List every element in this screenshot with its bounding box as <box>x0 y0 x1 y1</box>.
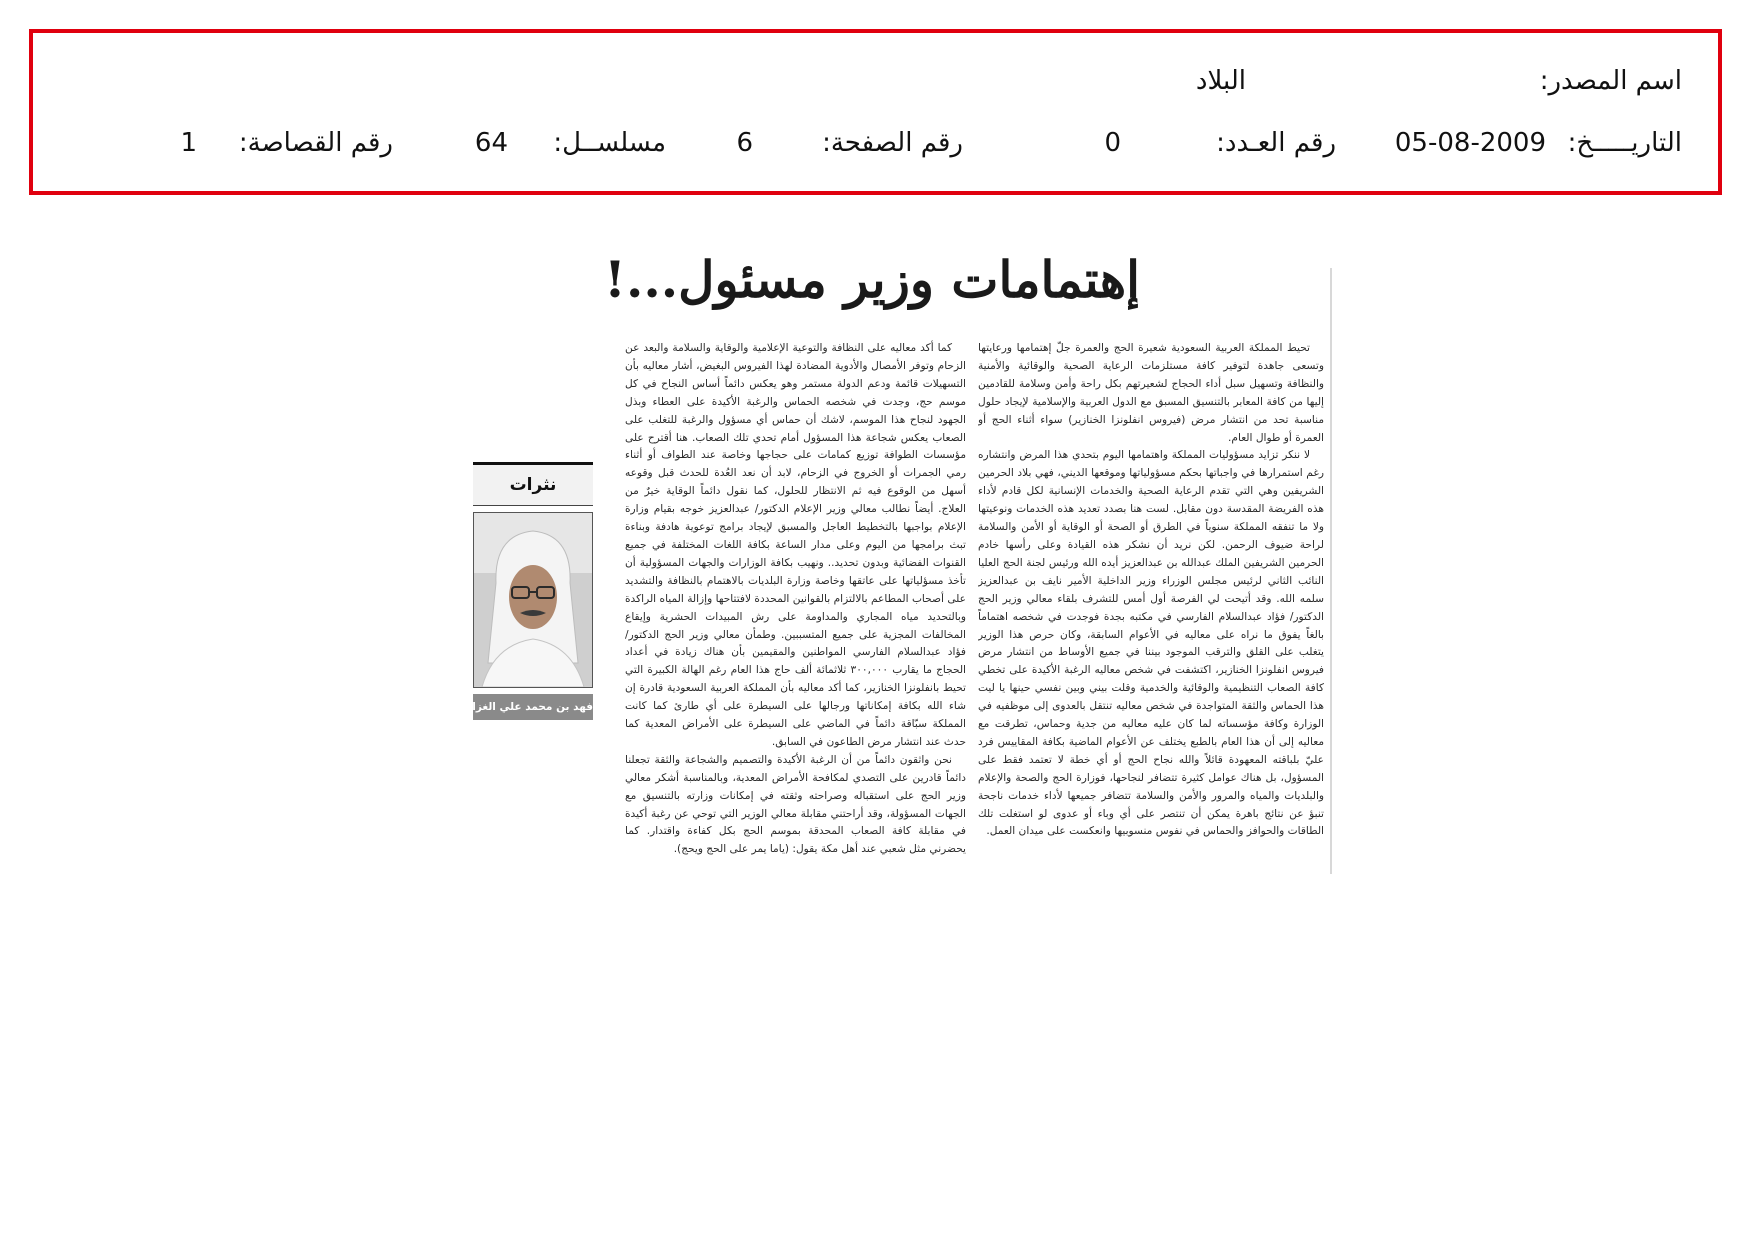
columnist-box <box>456 462 593 720</box>
metadata-box <box>29 29 1722 195</box>
clip-value: 1 <box>180 128 197 158</box>
author-name: فهد بن محمد علي الغزاوي <box>473 694 593 720</box>
clip-label: رقم القصاصة: <box>238 128 393 158</box>
issue-value: 0 <box>1104 128 1121 158</box>
author-photo <box>473 512 593 688</box>
date-label: التاريـــــخ: <box>1567 128 1682 158</box>
serial-value: 64 <box>474 128 508 158</box>
author-portrait-icon <box>474 513 592 687</box>
column-divider <box>1330 268 1332 874</box>
source-value: البلاد <box>1195 66 1246 96</box>
metadata-row-details <box>33 123 1718 163</box>
article-column-right <box>978 340 1324 860</box>
article-paragraph: كما أكد معاليه على النظافة والتوعية الإعلامية والوقاية والسلامة والبعد عن الزحام وتوفر الأمصال والأدوية المضادة لهذا الفيروس البغيض، أشار معاليه بأن التسهيلات قائمة ودعم الدولة مستمر وهو يعكس دائماً أساس النجاح في كل موسم حج، وجدت في شخصه الحماس والرغبة الأكيدة على العطاء وبذل الجهود لنجاح هذا الموسم، لاشك أن حماس أي مسؤول والرغبة للتغلب على الصعاب يعكس شجاعة هذا المسؤول أمام تحدي تلك الصعاب. هنا أقترح على مؤسسات الطوافة توزيع كمامات على حجاجها وخاصة عند الطواف أو أثناء رمي الجمرات أو الخروج في الزحام، لابد أن نعد العُدة للحدث قبل وقوعه أسهل من الوقوع فيه ثم الانتظار للحلول، كما نقول دائماً الوقاية خيرٌ من العلاج. أيضاً نطالب معالي وزير الإعلام الدكتور/ عبدالعزيز خوجه بقيام وزارة الإعلام بواجبها بالتخطيط العاجل والمسبق لإيجاد برامج توعوية هادفة وبناءة تبث برامجها من اليوم وعلى مدار الساعة بكافة اللغات المختلفة في جميع القنوات الفضائية وبدون تحديد.. ونهيب بكافة الوزارات والجهات المسؤولية أن تأخذ مسؤلياتها على عاتقها وخاصة وزارة البلديات بالاهتمام بالنظافة والتشديد على أصحاب المطاعم بالالتزام بالقوانين المحددة لافتتاحها وإزالة المياه الراكدة وبالتحديد مياه المجاري والمداومة على رش المبيدات الحشرية وإيقاع المخالفات المجزية على جميع المتسببين. وطمأن معالي وزير الحج الدكتور/ فؤاد عبدالسلام الفارسي المواطنين والمقيمين بأن هناك زيادة في أعداد الحجاج ما يقارب ٣٠٠,٠٠٠ ثلاثمائة ألف حاج هذا العام رغم الهالة الكبيرة التي تحيط بانفلونزا الخنازير، كما أكد معاليه بأن المملكة العربية السعودية قادرة إن شاء الله بكافة إمكاناتها ورجالها على السيطرة على أي طارئ كما كانت المملكة سبّاقة دائماً في الماضي على السيطرة على الأمراض المعدية كما حدث عند انتشار مرض الطاعون في السابق. <box>625 342 966 748</box>
metadata-row-source <box>33 61 1718 101</box>
page-value: 6 <box>736 128 753 158</box>
article-paragraph: لا ننكر تزايد مسؤوليات المملكة واهتمامها اليوم بتحدي هذا المرض وانتشاره رغم استمرارها في واجباتها بحكم مسؤولياتها وموقعها الديني، فهي بلاد الحرمين الشريفين وهي التي تقدم الرعاية الصحية والخدمات الإنسانية لكل قادم لأداء هذه الفريضة المقدسة دون مقابل. لست هنا بصدد تعديد هذه الخدمات ونوعيتها ولا ما تنفقه المملكة سنوياً في الطرق أو الصحة أو الوقاية أو الأمن والسلامة لراحة ضيوف الرحمن. لكن نريد أن نشكر هذه القيادة وعلى رأسها خادم الحرمين الشريفين الملك عبدالله بن عبدالعزيز أيده الله ورئيس لجنة الحج العليا النائب الثاني لرئيس مجلس الوزراء وزير الداخلية الأمير نايف بن عبدالعزيز سلمه الله. وقد أتيحت لي الفرصة أول أمس للتشرف بلقاء معالي وزير الحج الدكتور/ فؤاد عبدالسلام الفارسي في مكتبه بجدة فوجدت في شخصه اهتماماً بالغاً يفوق ما نراه على معاليه في الأعوام السابقة، وكان حرص هذا الوزير يتغلب على القلق والترقب الموجود بيننا في جميع الأوساط من انتشار مرض فيروس انفلونزا الخنازير، اكتشفت في شخص معاليه الرغبة الأكيدة على تخطي كافة الصعاب التنظيمية والوقائية والخدمية وقلت بيني وبين نفسي حينها يا ليت هذا الحماس والثقة المتواجدة في شخص معاليه تنتقل بالعدوى إلى موظفيه في الوزارة وكافة مؤسساته لما كان عليه معاليه من جدية وحماس، تطرقت مع معاليه إلى أن هذا العام بالطبع يختلف عن الأعوام الماضية بكافة المقاييس فرد عليّ بلباقته المعهودة قائلاً والله نجاح الحج أو أي خطة لا تعتمد فقط على المسؤول، بل هناك عوامل كثيرة تتضافر لنجاحها، فوزارة الحج والصحة والإعلام والبلديات والمياه والمرور والأمن والسلامة تتضافر جميعها لأداء خدمات ناجحة تنبؤ عن نتائج باهرة يمكن أن تنتصر على أي وباء أو عدوى لو استغلت تلك الطاقات والحوافز والحماس في نفوس منسوبيها وانعكست على ميدان العمل. <box>978 449 1324 838</box>
serial-label: مسلســل: <box>553 128 666 158</box>
source-label: اسم المصدر: <box>1539 66 1682 96</box>
column-title: نثرات <box>473 462 593 506</box>
article-paragraph: تحيط المملكة العربية السعودية شعيرة الحج والعمرة جلّ إهتمامها ورعايتها وتسعى جاهدة لتوفير كافة مستلزمات الرعاية الصحية والوقائية والأمنية والنظافة وتسهيل سبل أداء الحجاج لشعيرتهم بكل راحة وأمن وسلامة للقادمين إليها من كافة المعابر بالتنسيق المسبق مع الدول العربية والإسلامية لإيجاد حلول مناسبة تحد من انتشار مرض (فيروس انفلونزا الخنازير) سواء أثناء الحج أو العمرة أو طوال العام. <box>978 342 1324 444</box>
article-headline: إهتمامات وزير مسئول...! <box>604 250 1140 309</box>
issue-label: رقم العـدد: <box>1216 128 1336 158</box>
article-column-left <box>625 340 966 860</box>
article-paragraph: نحن واثقون دائماً من أن الرغبة الأكيدة والتصميم والشجاعة والثقة تجعلنا دائماً قادرين على التصدي لمكافحة الأمراض المعدية، وبالمناسبة أشكر معالي وزير الحج على استقباله وصراحته وثقته في إمكانات وزارته بالتنسيق مع الجهات المسؤولة، وقد أراحتني مقابلة معالي الوزير التي توحي عن رغبة أكيدة في مقابلة كافة الصعاب المحدقة بموسم الحج بكل كفاءة واقتدار. كما يحضرني مثل شعبي عند أهل مكة يقول: (ياما يمر على الحج ويحج). <box>625 753 966 856</box>
page-label: رقم الصفحة: <box>822 128 963 158</box>
date-value: 05-08-2009 <box>1394 128 1546 158</box>
